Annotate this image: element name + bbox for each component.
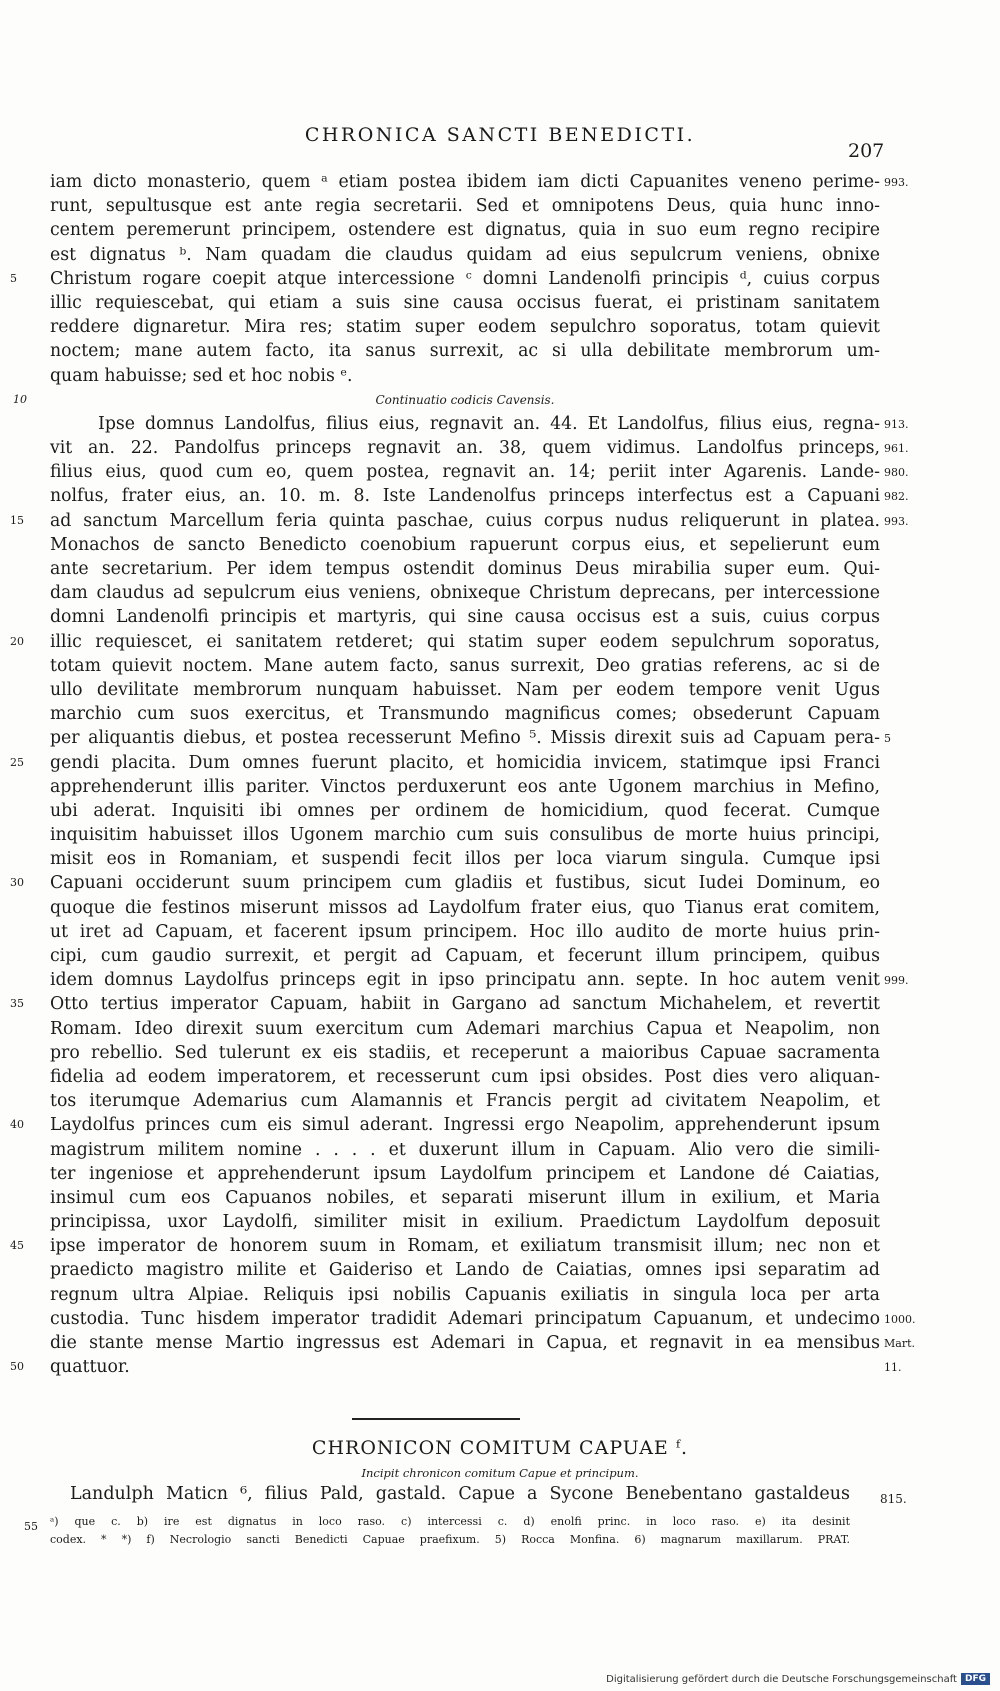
line-text: Continuatio codicis Cavensis. bbox=[375, 392, 555, 407]
text-line bbox=[50, 799, 880, 823]
text-line bbox=[50, 1017, 880, 1041]
margin-year: 980. bbox=[884, 466, 909, 480]
margin-year: 993. bbox=[884, 514, 909, 528]
line-text: principissa, uxor Laydolfi, similiter misit in exilium. Praedictum Laydolfum deposuit bbox=[50, 1212, 880, 1233]
section-divider bbox=[352, 1418, 520, 1420]
margin-year: 982. bbox=[884, 490, 909, 504]
text-line bbox=[50, 412, 909, 436]
section-title: CHRONICON COMITUM CAPUAE ᶠ. bbox=[311, 1437, 689, 1459]
line-text: tos iterumque Ademarius cum Alamannis et Francis pergit ad civitatem Neapolim, et bbox=[50, 1091, 880, 1112]
line-text: Capuani occiderunt suum principem cum gladiis et fustibus, sicut Iudei Dominum, eo bbox=[50, 873, 880, 894]
text-line bbox=[50, 1258, 880, 1282]
digitization-footer bbox=[606, 1673, 990, 1685]
line-number: 40 bbox=[10, 1118, 24, 1132]
margin-year: 913. bbox=[884, 417, 909, 431]
line-number: 10 bbox=[13, 392, 27, 406]
line-text: Ipse domnus Landolfus, filius eius, regnavit an. 44. Et Landolfus, filius eius, regna- bbox=[98, 413, 880, 434]
line-text: gendi placita. Dum omnes fuerunt placito, et homicidia invicem, statimque ipsi Franci bbox=[50, 752, 880, 773]
line-text: apprehenderunt illis pariter. Vinctos perduxerunt eos ante Ugonem marchius in Mefino, bbox=[50, 776, 880, 797]
margin-year: Mart. bbox=[884, 1337, 915, 1350]
text-line bbox=[10, 1234, 880, 1258]
text-line bbox=[50, 678, 880, 702]
line-text: per aliquantis diebus, et postea recesserunt Mefino ⁵. Missis direxit suis ad Capuam pera- bbox=[50, 728, 880, 749]
line-text: quoque die festinos miserunt missos ad Laydolfum frater eius, quo Tianus erat comitem, bbox=[50, 897, 880, 918]
line-text: ante secretarium. Per idem tempus ostendit dominus Deus mirabilia super eum. Qui- bbox=[50, 559, 880, 579]
running-header: CHRONICA SANCTI BENEDICTI. bbox=[304, 124, 696, 146]
text-line bbox=[50, 823, 880, 847]
line-text: runt, sepultusque est ante regia secretarii. Sed et omnipotens Deus, quia hunc inno- bbox=[50, 196, 880, 217]
line-text: inquisitim habuisset illos Ugonem marchio cum suis consulibus de morte huius principi, bbox=[50, 825, 880, 846]
margin-year: 961. bbox=[884, 442, 909, 456]
text-line bbox=[50, 339, 880, 363]
line-number: 30 bbox=[10, 876, 24, 890]
line-text: marchio cum suos exercitus, et Transmundo magnificus comes; obsederunt Capuam bbox=[50, 704, 880, 725]
line-text: domni Landenolfi principis et martyris, qui sine causa occisus est a suis, cuius corpus bbox=[50, 607, 880, 628]
text-line bbox=[50, 1210, 880, 1234]
text-line bbox=[50, 484, 909, 508]
line-text: illic requiescet, ei sanitatem retderet; qui statim super eodem sepulchrum soporatus, bbox=[50, 631, 880, 652]
text-line bbox=[10, 267, 880, 291]
text-line bbox=[50, 1307, 916, 1331]
line-number: 20 bbox=[10, 634, 24, 648]
text-line bbox=[10, 1355, 902, 1379]
text-line bbox=[50, 1283, 880, 1307]
text-line bbox=[50, 315, 880, 339]
line-text: Otto tertius imperator Capuam, habiit in Gargano ad sanctum Michahelem, et revertit bbox=[50, 994, 880, 1015]
line-text: iam dicto monasterio, quem ᵃ etiam postea ibidem iam dicti Capuanites veneno perime- bbox=[50, 172, 880, 192]
section-text: Landulph Maticn ⁶, filius Pald, gastald. Capue a Sycone Benebentano gastaldeus bbox=[70, 1484, 850, 1504]
margin-year: 1000. bbox=[884, 1312, 916, 1326]
text-line bbox=[50, 194, 880, 218]
line-number: 50 bbox=[10, 1360, 24, 1374]
line-text: centem peremerunt principem, ostendere est dignatus, quia in suo eum regno recipire bbox=[50, 220, 880, 241]
footnote-line-2: codex. * *) f) Necrologio sancti Benedicti Capuae praefixum. 5) Rocca Monfina. 6) magnarum maxillarum. PRAT. bbox=[50, 1533, 850, 1546]
line-text: ut iret ad Capuam, et facerent ipsum principem. Hoc illo audito de morte huius prin- bbox=[50, 921, 880, 942]
text-line bbox=[50, 775, 880, 799]
line-text: praedicto magistro milite et Gaiderisо et Lando de Caiatias, omnes ipsi separatim ad bbox=[50, 1260, 880, 1281]
page-number: 207 bbox=[848, 140, 885, 162]
text-line bbox=[50, 654, 880, 678]
line-text: ipse imperator de honorem suum in Romam, et exiliatum transmisit illum; nec non et bbox=[50, 1236, 880, 1257]
footnote-line-number: 55 bbox=[24, 1520, 38, 1533]
text-line bbox=[10, 630, 880, 654]
text-line bbox=[50, 533, 880, 557]
line-number: 25 bbox=[10, 755, 24, 769]
text-line bbox=[50, 726, 891, 750]
text-line bbox=[50, 460, 909, 484]
text-line bbox=[50, 436, 909, 460]
line-text: dam claudus ad sepulcrum eius veniens, obnixeque Christum deprecans, per intercessione bbox=[50, 583, 880, 604]
line-text: idem domnus Laydolfus princeps egit in ipso principatu ann. septe. In hoc autem venit bbox=[50, 970, 880, 991]
line-text: Monachos de sancto Benedicto coenobium rapuerunt corpus eius, et sepelierunt eum bbox=[50, 534, 880, 555]
text-line bbox=[50, 218, 880, 242]
line-text: Laydolfus princes cum eis simul aderant. Ingressi ergo Neapolim, apprehenderunt ipsum bbox=[50, 1115, 880, 1136]
text-line bbox=[50, 291, 880, 315]
line-text: insimul cum eos Capuanos nobiles, et separati miserunt illum in exilium, et Maria bbox=[50, 1187, 880, 1208]
line-text: illic requiescebat, qui etiam a suis sine causa occisus fuerat, ei pristinam sanitatem bbox=[50, 292, 880, 313]
line-text: ullo devilitate membrorum nunquam habuisset. Nam per eodem tempore venit Ugus bbox=[50, 679, 880, 700]
text-line bbox=[50, 847, 880, 871]
line-text: reddere dignaretur. Mira res; statim super eodem sepulchro soporatus, totam quievit bbox=[50, 317, 880, 338]
text-line bbox=[50, 896, 880, 920]
text-line bbox=[50, 170, 909, 194]
margin-year: 5 bbox=[884, 732, 891, 746]
footer-text: Digitalisierung gefördert durch die Deutsche Forschungsgemeinschaft bbox=[606, 1673, 957, 1685]
text-line bbox=[50, 944, 880, 968]
text-line bbox=[50, 557, 880, 581]
dfg-badge: DFG bbox=[961, 1673, 990, 1685]
text-line bbox=[50, 243, 880, 267]
line-text: totam quievit noctem. Mane autem facto, sanus surrexit, Deo gratias referens, ac si de bbox=[50, 655, 880, 676]
line-text: Christum rogare coepit atque intercessione ᶜ domni Landenolfi principis ᵈ, cuius corpus bbox=[50, 268, 880, 289]
line-text: magistrum militem nomine . . . . et duxerunt illum in Capuam. Alio vero die simili- bbox=[50, 1139, 880, 1160]
text-line bbox=[50, 702, 880, 726]
text-line bbox=[50, 920, 880, 944]
text-line bbox=[50, 1065, 880, 1089]
margin-year: 993. bbox=[884, 176, 909, 189]
line-text: ad sanctum Marcellum feria quinta paschae, cuius corpus nudus reliquerunt in platea. bbox=[50, 510, 880, 531]
text-line bbox=[50, 1138, 880, 1162]
section-year: 815. bbox=[880, 1492, 907, 1506]
text-line bbox=[50, 1162, 880, 1186]
text-line bbox=[13, 388, 880, 412]
footnote-line-1: ᵃ) que c. b) ire est dignatus in loco raso. c) intercessi c. d) enolfi princ. in loco raso. e) ita desinit bbox=[50, 1515, 850, 1528]
text-line bbox=[50, 1331, 915, 1355]
line-text: nolfus, frater eius, an. 10. m. 8. Iste Landenolfus princeps interfectus est a Capuani bbox=[50, 486, 880, 507]
line-text: Romam. Ideo direxit suum exercitum cum Ademari marchius Capua et Neapolim, non bbox=[50, 1018, 880, 1039]
line-text: cipi, cum gaudio surrexit, et pergit ad Capuam, et fecerunt illum principem, quibus bbox=[50, 946, 880, 966]
line-text: ter ingeniose et apprehenderunt ipsum Laydolfum principem et Landone dé Caiatias, bbox=[50, 1163, 880, 1184]
line-text: custodia. Tunc hisdem imperator tradidit Ademari principatum Capuanum, et undecimo bbox=[50, 1308, 880, 1329]
line-text: noctem; mane autem facto, ita sanus surrexit, ac si ulla debilitate membrorum um- bbox=[50, 341, 880, 362]
line-text: pro rebellio. Sed tulerunt ex eis stadiis, et receperunt a maioribus Capuae sacramenta bbox=[50, 1042, 880, 1063]
text-line bbox=[10, 871, 880, 895]
line-text: quam habuisse; sed et hoc nobis ᵉ. bbox=[50, 365, 353, 386]
text-line bbox=[10, 992, 880, 1016]
text-line bbox=[10, 509, 909, 533]
line-text: misit eos in Romaniam, et suspendi fecit illos per loca viarum singula. Cumque ipsi bbox=[50, 849, 880, 870]
line-number: 35 bbox=[10, 997, 24, 1011]
line-number: 15 bbox=[10, 513, 24, 527]
text-line bbox=[50, 1041, 880, 1065]
line-text: regnum ultra Alpiae. Reliquis ipsi nobilis Capuanis exiliatis in singula loca per arta bbox=[50, 1284, 880, 1305]
text-line bbox=[50, 1089, 880, 1113]
text-line bbox=[50, 605, 880, 629]
section-subtitle: Incipit chronicon comitum Capue et principum. bbox=[361, 1466, 639, 1480]
text-line bbox=[10, 751, 880, 775]
line-number: 5 bbox=[10, 271, 17, 285]
line-text: die stante mense Martio ingressus est Ademari in Capua, et regnavit in ea mensibus bbox=[50, 1333, 880, 1353]
body-text bbox=[10, 170, 916, 1379]
text-line bbox=[50, 1186, 880, 1210]
line-text: ubi aderat. Inquisiti ibi omnes per ordinem de homicidium, quod fecerat. Cumque bbox=[50, 800, 880, 821]
line-text: quattuor. bbox=[50, 1357, 130, 1378]
margin-year: 11. bbox=[884, 1361, 902, 1375]
line-number: 45 bbox=[10, 1239, 24, 1253]
line-text: vit an. 22. Pandolfus princeps regnavit an. 38, quem vidimus. Landolfus princeps, bbox=[50, 438, 880, 459]
line-text: est dignatus ᵇ. Nam quadam die claudus quidam ad eius sepulcrum veniens, obnixe bbox=[50, 244, 880, 265]
margin-year: 999. bbox=[884, 974, 909, 988]
text-line bbox=[50, 968, 909, 992]
text-line bbox=[50, 581, 880, 605]
text-line bbox=[10, 1113, 880, 1137]
line-text: filius eius, quod cum eo, quem postea, regnavit an. 14; periit inter Agarenis. Lande- bbox=[50, 462, 880, 483]
text-line bbox=[50, 364, 880, 388]
line-text: fidelia ad eodem imperatorem, et recesserunt cum ipsi obsides. Post dies vero aliquan- bbox=[50, 1066, 880, 1087]
